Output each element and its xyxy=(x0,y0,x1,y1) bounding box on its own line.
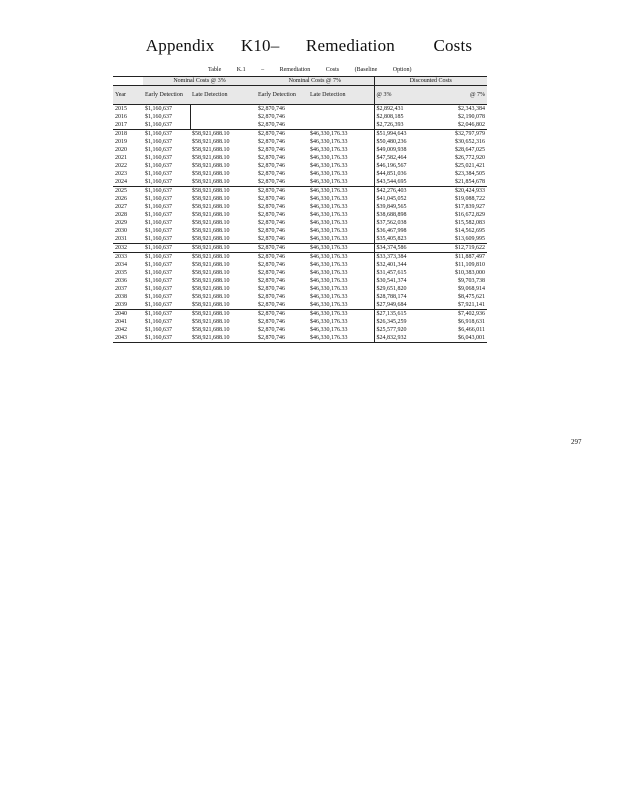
early-3-cell: $1,160,637 xyxy=(143,187,190,196)
disc-7-cell: $2,343,384 xyxy=(458,106,486,112)
table-row xyxy=(113,334,487,343)
disc-7-cell: $21,854,678 xyxy=(455,179,486,185)
title-word-appendix: Appendix xyxy=(145,36,215,55)
table-row xyxy=(113,277,487,285)
table-row xyxy=(113,301,487,310)
late-7-cell: $46,330,176.33 xyxy=(310,204,348,210)
disc-3-cell: $42,276,403 xyxy=(374,187,430,196)
year-cell: 2038 xyxy=(115,294,127,300)
disc-3-cell: $2,726,393 xyxy=(374,121,430,130)
early-7-cell: $2,870,746 xyxy=(256,334,308,343)
caption-part: Remediation xyxy=(279,67,311,73)
late-7-cell: $46,330,176.33 xyxy=(310,319,348,325)
year-cell: 2030 xyxy=(115,228,127,234)
late-7-cell xyxy=(308,121,374,130)
table-row xyxy=(113,146,487,154)
disc-3-cell: $28,788,174 xyxy=(374,293,430,301)
table-caption xyxy=(208,67,425,73)
disc-7-cell: $12,719,622 xyxy=(430,244,487,253)
early-3-cell: $1,160,637 xyxy=(145,114,172,120)
late-3-cell: $58,921,688.10 xyxy=(192,262,230,268)
early-7-cell: $2,870,746 xyxy=(258,302,286,308)
disc-3-cell: $49,009,938 xyxy=(374,146,430,154)
disc-3-cell: $32,401,344 xyxy=(374,261,430,269)
disc-7-cell: $28,647,025 xyxy=(455,147,486,153)
header-disc-3: @ 3% xyxy=(374,86,430,105)
title-word-k10: K10– xyxy=(240,36,280,55)
early-3-cell: $1,160,637 xyxy=(145,220,172,226)
disc-7-cell: $8,475,621 xyxy=(458,294,486,300)
year-cell: 2025 xyxy=(113,187,143,196)
early-7-cell: $2,870,746 xyxy=(256,244,308,253)
disc-3-cell: $31,457,615 xyxy=(374,269,430,277)
caption-part: Option) xyxy=(392,67,412,73)
year-cell: 2028 xyxy=(115,212,127,218)
table-row xyxy=(113,187,487,196)
early-7-cell: $2,870,746 xyxy=(256,310,308,319)
early-7-cell: $2,870,746 xyxy=(258,294,286,300)
late-3-cell: $58,921,688.10 xyxy=(190,310,256,319)
late-7-cell: $46,330,176.33 xyxy=(308,310,374,319)
year-cell: 2032 xyxy=(113,244,143,253)
disc-3-cell: $41,045,052 xyxy=(374,195,430,203)
early-7-cell: $2,870,746 xyxy=(258,327,286,333)
caption-part: Costs xyxy=(325,67,340,73)
early-3-cell: $1,160,637 xyxy=(145,155,172,161)
disc-3-cell: $47,582,464 xyxy=(374,154,430,162)
early-3-cell: $1,160,637 xyxy=(145,163,172,169)
late-3-cell: $58,921,688.10 xyxy=(192,302,230,308)
disc-7-cell: $32,797,979 xyxy=(430,130,487,139)
disc-7-cell: $11,109,810 xyxy=(455,262,486,268)
header-discounted: Discounted Costs xyxy=(374,77,487,86)
late-7-cell: $46,330,176.33 xyxy=(310,171,348,177)
header-disc-7: @ 7% xyxy=(430,86,487,105)
disc-3-cell: $36,467,998 xyxy=(374,227,430,235)
disc-3-cell: $46,196,567 xyxy=(374,162,430,170)
disc-7-cell: $2,190,078 xyxy=(458,114,486,120)
early-7-cell: $2,870,746 xyxy=(258,163,286,169)
late-7-cell: $46,330,176.33 xyxy=(308,187,374,196)
late-3-cell: $58,921,688.10 xyxy=(192,286,230,292)
disc-7-cell: $23,384,505 xyxy=(455,171,486,177)
early-3-cell: $1,160,637 xyxy=(145,327,172,333)
early-3-cell: $1,160,637 xyxy=(145,270,172,276)
disc-7-cell: $6,466,011 xyxy=(458,327,486,333)
table-row xyxy=(113,170,487,178)
late-3-cell: $58,921,688.10 xyxy=(192,155,230,161)
early-7-cell: $2,870,746 xyxy=(258,122,286,128)
early-7-cell: $2,870,746 xyxy=(258,114,286,120)
year-cell: 2024 xyxy=(115,179,127,185)
late-7-cell: $46,330,176.33 xyxy=(310,163,348,169)
table-row xyxy=(113,285,487,293)
year-cell: 2031 xyxy=(115,236,127,242)
late-7-cell: $46,330,176.33 xyxy=(310,286,348,292)
early-7-cell: $2,870,746 xyxy=(258,204,286,210)
disc-7-cell: $13,609,995 xyxy=(455,236,486,242)
year-cell: 2015 xyxy=(115,106,127,112)
late-7-cell: $46,330,176.33 xyxy=(308,334,374,343)
disc-3-cell: $44,851,036 xyxy=(374,170,430,178)
header-early-7: Early Detection xyxy=(256,86,308,105)
early-3-cell: $1,160,637 xyxy=(145,147,172,153)
title-word-remediation: Remediation xyxy=(305,36,395,55)
disc-7-cell: $2,046,802 xyxy=(458,122,486,128)
late-3-cell: $58,921,688.10 xyxy=(190,187,256,196)
table-row xyxy=(113,105,487,114)
early-7-cell: $2,870,746 xyxy=(256,253,308,262)
late-7-cell: $46,330,176.33 xyxy=(310,139,348,145)
late-7-cell: $46,330,176.33 xyxy=(308,253,374,262)
disc-3-cell: $30,541,374 xyxy=(374,277,430,285)
early-7-cell: $2,870,746 xyxy=(258,212,286,218)
late-3-cell: $58,921,688.10 xyxy=(190,130,256,139)
early-3-cell: $1,160,637 xyxy=(143,334,190,343)
late-3-cell: $58,921,688.10 xyxy=(192,228,230,234)
disc-3-cell: $37,562,038 xyxy=(374,219,430,227)
late-7-cell: $46,330,176.33 xyxy=(310,196,348,202)
late-7-cell xyxy=(308,105,374,114)
year-cell: 2042 xyxy=(115,327,127,333)
disc-3-cell: $50,480,236 xyxy=(374,138,430,146)
late-3-cell: $58,921,688.10 xyxy=(192,327,230,333)
early-7-cell: $2,870,746 xyxy=(258,220,286,226)
late-7-cell: $46,330,176.33 xyxy=(310,155,348,161)
disc-7-cell: $15,582,083 xyxy=(455,220,486,226)
year-cell: 2016 xyxy=(115,114,127,120)
early-3-cell: $1,160,637 xyxy=(143,130,190,139)
late-7-cell: $46,330,176.33 xyxy=(310,302,348,308)
late-3-cell: $58,921,688.10 xyxy=(192,171,230,177)
late-7-cell: $46,330,176.33 xyxy=(310,212,348,218)
early-7-cell: $2,870,746 xyxy=(258,196,286,202)
early-3-cell: $1,160,637 xyxy=(145,286,172,292)
table-row xyxy=(113,203,487,211)
disc-3-cell: $26,345,259 xyxy=(374,318,430,326)
late-3-cell: $58,921,688.10 xyxy=(192,278,230,284)
disc-3-cell: $29,651,820 xyxy=(374,285,430,293)
disc-3-cell: $34,374,586 xyxy=(374,244,430,253)
year-cell: 2039 xyxy=(115,302,127,308)
disc-3-cell: $24,832,932 xyxy=(374,334,430,343)
disc-7-cell: $9,068,914 xyxy=(458,286,486,292)
year-cell: 2026 xyxy=(115,196,127,202)
table-row xyxy=(113,195,487,203)
early-7-cell: $2,870,746 xyxy=(258,236,286,242)
late-3-cell: $58,921,688.10 xyxy=(192,236,230,242)
year-cell: 2027 xyxy=(115,204,127,210)
late-3-cell: $58,921,688.10 xyxy=(192,139,230,145)
year-cell: 2022 xyxy=(115,163,127,169)
table-row xyxy=(113,211,487,219)
disc-7-cell: $9,703,738 xyxy=(458,278,486,284)
header-nominal-7: Nominal Costs @ 7% xyxy=(256,77,374,86)
early-7-cell: $2,870,746 xyxy=(258,155,286,161)
year-cell: 2017 xyxy=(115,122,127,128)
early-3-cell: $1,160,637 xyxy=(145,262,172,268)
year-cell: 2034 xyxy=(115,262,127,268)
table-row xyxy=(113,113,487,121)
header-late-7: Late Detection xyxy=(308,86,374,105)
table-row xyxy=(113,269,487,277)
year-cell: 2036 xyxy=(115,278,127,284)
table-row xyxy=(113,261,487,269)
table-row xyxy=(113,121,487,130)
late-3-cell: $58,921,688.10 xyxy=(190,244,256,253)
early-7-cell: $2,870,746 xyxy=(256,130,308,139)
late-3-cell: $58,921,688.10 xyxy=(192,270,230,276)
early-7-cell: $2,870,746 xyxy=(258,319,286,325)
disc-7-cell: $17,839,927 xyxy=(455,204,486,210)
early-7-cell: $2,870,746 xyxy=(258,228,286,234)
year-cell: 2018 xyxy=(113,130,143,139)
early-3-cell: $1,160,637 xyxy=(145,294,172,300)
caption-part: (Baseline xyxy=(354,67,378,73)
disc-7-cell: $7,402,936 xyxy=(430,310,487,319)
early-3-cell: $1,160,637 xyxy=(145,228,172,234)
year-cell: 2040 xyxy=(113,310,143,319)
disc-3-cell: $27,135,615 xyxy=(374,310,430,319)
late-7-cell: $46,330,176.33 xyxy=(308,244,374,253)
disc-3-cell: $43,544,695 xyxy=(374,178,430,187)
late-3-cell: $58,921,688.10 xyxy=(190,253,256,262)
year-cell: 2021 xyxy=(115,155,127,161)
late-3-cell xyxy=(190,121,256,130)
early-3-cell: $1,160,637 xyxy=(145,179,172,185)
disc-7-cell: $19,088,722 xyxy=(455,196,486,202)
disc-3-cell: $39,849,565 xyxy=(374,203,430,211)
late-3-cell: $58,921,688.10 xyxy=(192,196,230,202)
early-3-cell: $1,160,637 xyxy=(145,302,172,308)
table-row xyxy=(113,219,487,227)
table-row xyxy=(113,162,487,170)
late-7-cell xyxy=(308,113,374,121)
table-row xyxy=(113,293,487,301)
table-row xyxy=(113,227,487,235)
early-3-cell: $1,160,637 xyxy=(145,106,172,112)
year-cell: 2043 xyxy=(113,334,143,343)
header-year: Year xyxy=(113,86,143,105)
disc-7-cell: $11,887,497 xyxy=(430,253,487,262)
disc-3-cell: $38,688,898 xyxy=(374,211,430,219)
header-blank xyxy=(113,77,143,86)
early-3-cell: $1,160,637 xyxy=(143,244,190,253)
late-7-cell: $46,330,176.33 xyxy=(310,236,348,242)
late-7-cell: $46,330,176.33 xyxy=(310,294,348,300)
late-7-cell: $46,330,176.33 xyxy=(310,262,348,268)
caption-part: Table xyxy=(208,67,222,73)
table-row xyxy=(113,178,487,187)
disc-7-cell: $30,652,316 xyxy=(455,139,486,145)
disc-3-cell: $27,949,684 xyxy=(374,301,430,310)
disc-7-cell: $16,672,829 xyxy=(455,212,486,218)
early-7-cell: $2,870,746 xyxy=(258,278,286,284)
late-7-cell: $46,330,176.33 xyxy=(310,220,348,226)
late-7-cell: $46,330,176.33 xyxy=(310,270,348,276)
late-3-cell: $58,921,688.10 xyxy=(192,179,230,185)
year-cell: 2035 xyxy=(115,270,127,276)
late-3-cell: $58,921,688.10 xyxy=(192,147,230,153)
year-cell: 2033 xyxy=(113,253,143,262)
header-early-3: Early Detection xyxy=(143,86,190,105)
late-7-cell: $46,330,176.33 xyxy=(310,278,348,284)
late-3-cell: $58,921,688.10 xyxy=(192,319,230,325)
early-3-cell: $1,160,637 xyxy=(145,122,172,128)
late-3-cell: $58,921,688.10 xyxy=(192,294,230,300)
table-row xyxy=(113,138,487,146)
early-3-cell: $1,160,637 xyxy=(145,319,172,325)
early-7-cell: $2,870,746 xyxy=(258,139,286,145)
early-7-cell: $2,870,746 xyxy=(258,179,286,185)
table-row xyxy=(113,130,487,139)
late-7-cell: $46,330,176.33 xyxy=(310,228,348,234)
late-3-cell: $58,921,688.10 xyxy=(192,220,230,226)
early-3-cell: $1,160,637 xyxy=(143,253,190,262)
early-7-cell: $2,870,746 xyxy=(258,270,286,276)
late-7-cell: $46,330,176.33 xyxy=(308,130,374,139)
early-7-cell: $2,870,746 xyxy=(258,286,286,292)
disc-3-cell: $2,808,185 xyxy=(374,113,430,121)
late-7-cell: $46,330,176.33 xyxy=(310,327,348,333)
early-3-cell: $1,160,637 xyxy=(145,278,172,284)
early-7-cell: $2,870,746 xyxy=(256,187,308,196)
early-7-cell: $2,870,746 xyxy=(258,147,286,153)
disc-7-cell: $26,772,920 xyxy=(455,155,486,161)
caption-part: K.1 xyxy=(236,67,246,73)
year-cell: 2020 xyxy=(115,147,127,153)
table-row xyxy=(113,244,487,253)
disc-3-cell: $33,373,384 xyxy=(374,253,430,262)
early-3-cell: $1,160,637 xyxy=(143,310,190,319)
early-7-cell: $2,870,746 xyxy=(258,262,286,268)
disc-3-cell: $25,577,920 xyxy=(374,326,430,334)
page-number: 297 xyxy=(571,438,582,446)
table-row xyxy=(113,253,487,262)
disc-3-cell: $35,405,823 xyxy=(374,235,430,244)
year-cell: 2029 xyxy=(115,220,127,226)
late-3-cell: $58,921,688.10 xyxy=(190,334,256,343)
header-nominal-3: Nominal Costs @ 3% xyxy=(143,77,256,86)
table-row xyxy=(113,318,487,326)
year-cell: 2041 xyxy=(115,319,127,325)
year-cell: 2019 xyxy=(115,139,127,145)
disc-7-cell: $25,021,421 xyxy=(455,163,486,169)
year-cell: 2037 xyxy=(115,286,127,292)
disc-7-cell: $6,043,001 xyxy=(430,334,487,343)
early-7-cell: $2,870,746 xyxy=(258,171,286,177)
disc-7-cell: $6,918,631 xyxy=(458,319,486,325)
late-3-cell: $58,921,688.10 xyxy=(192,204,230,210)
early-3-cell: $1,160,637 xyxy=(145,212,172,218)
late-3-cell: $58,921,688.10 xyxy=(192,163,230,169)
early-3-cell: $1,160,637 xyxy=(145,196,172,202)
title-word-costs: Costs xyxy=(433,36,473,55)
late-7-cell: $46,330,176.33 xyxy=(310,179,348,185)
table-row xyxy=(113,326,487,334)
disc-3-cell: $2,892,431 xyxy=(374,105,430,114)
disc-7-cell: $10,383,000 xyxy=(455,270,486,276)
caption-part: – xyxy=(261,67,265,73)
early-3-cell: $1,160,637 xyxy=(145,204,172,210)
table-row xyxy=(113,235,487,244)
early-3-cell: $1,160,637 xyxy=(145,139,172,145)
page-title xyxy=(0,36,618,56)
disc-7-cell: $20,424,933 xyxy=(430,187,487,196)
late-3-cell xyxy=(190,113,256,121)
late-3-cell xyxy=(190,105,256,114)
year-cell: 2023 xyxy=(115,171,127,177)
late-7-cell: $46,330,176.33 xyxy=(310,147,348,153)
disc-7-cell: $14,562,695 xyxy=(455,228,486,234)
header-late-3: Late Detection xyxy=(190,86,256,105)
disc-7-cell: $7,921,141 xyxy=(458,302,486,308)
remediation-costs-table xyxy=(113,76,487,343)
early-3-cell: $1,160,637 xyxy=(145,171,172,177)
table-row xyxy=(113,154,487,162)
table-row xyxy=(113,310,487,319)
early-3-cell: $1,160,637 xyxy=(145,236,172,242)
early-7-cell: $2,870,746 xyxy=(258,106,286,112)
disc-3-cell: $51,994,643 xyxy=(374,130,430,139)
late-3-cell: $58,921,688.10 xyxy=(192,212,230,218)
